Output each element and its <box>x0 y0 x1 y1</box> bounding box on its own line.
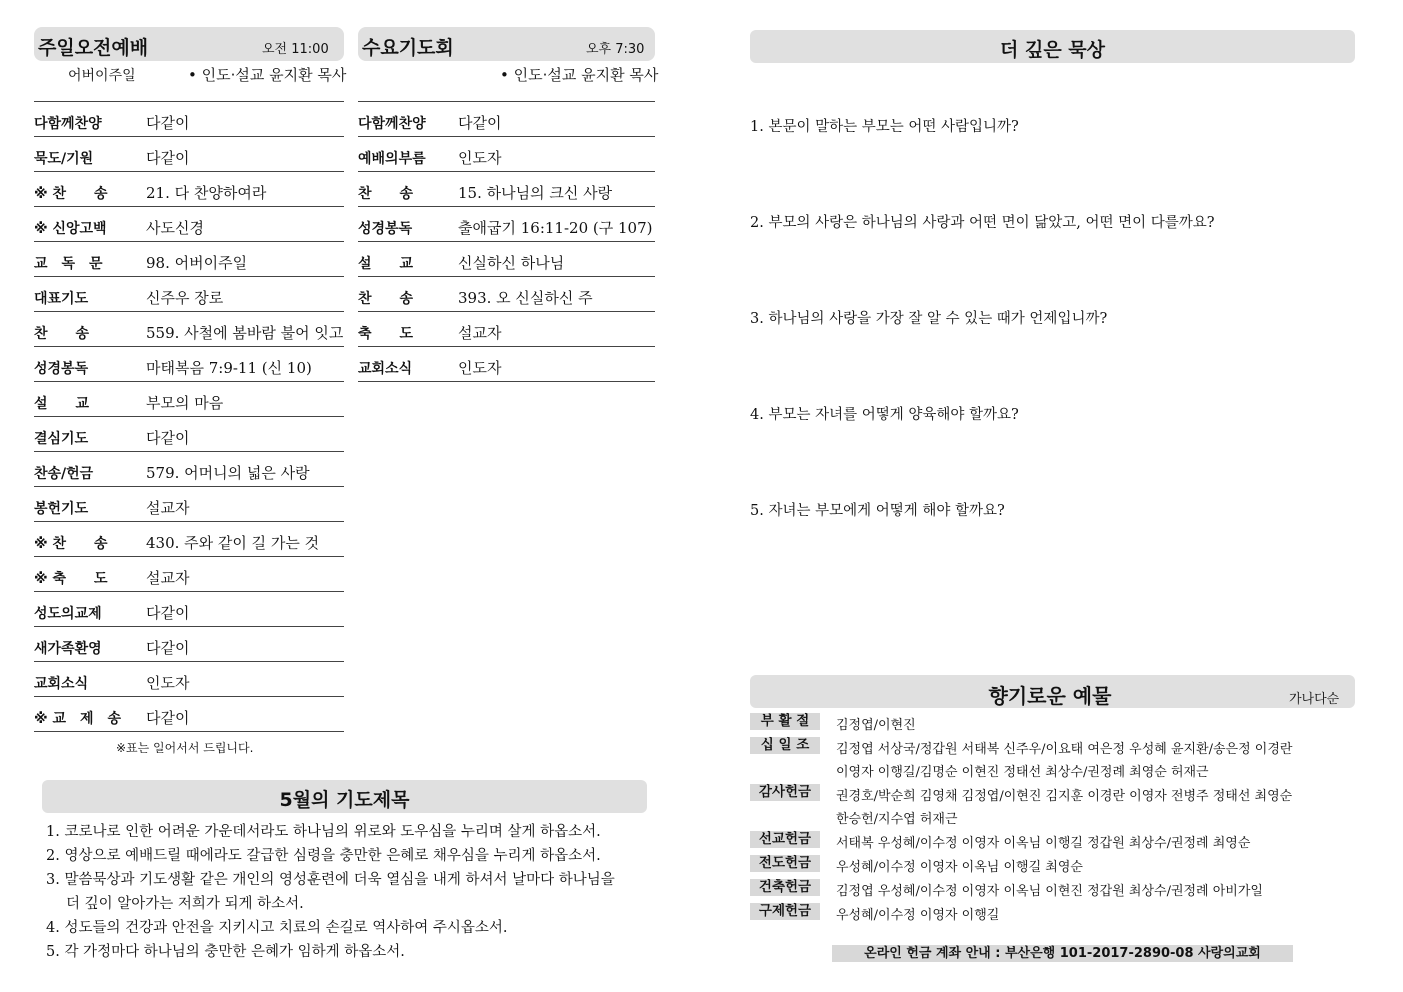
offering-names: 한승헌/지수엽 허재근 <box>836 812 958 827</box>
wednesday-preacher: • 인도·설교 윤지환 목사 <box>500 66 659 84</box>
order-value: 15. 하나님의 크신 사랑 <box>458 184 613 202</box>
order-value: 인도자 <box>458 149 502 167</box>
meditation-question: 4. 부모는 자녀를 어떻게 양육해야 할까요? <box>750 407 1019 423</box>
order-value: 다같이 <box>146 114 190 132</box>
sunday-preacher: • 인도·설교 윤지환 목사 <box>188 66 347 84</box>
offering-names: 이영자 이행길/김명순 이현진 정태선 최상수/권정례 최영순 허재근 <box>836 765 1209 780</box>
order-row <box>34 522 344 557</box>
offering-category: 선교헌금 <box>750 831 820 848</box>
order-value: 393. 오 신실하신 주 <box>458 289 593 307</box>
offering-category: 구제헌금 <box>750 903 820 920</box>
offering-names: 우성혜/이수정 이영자 이행길 <box>836 908 1000 923</box>
prayer-item: 3. 말씀묵상과 기도생활 같은 개인의 영성훈련에 더욱 열심을 내게 하셔서 날마다 하나님을 <box>46 872 615 888</box>
order-value: 다같이 <box>146 149 190 167</box>
order-value: 430. 주와 같이 길 가는 것 <box>146 534 320 552</box>
order-row <box>358 347 655 382</box>
order-value: 신실하신 하나님 <box>458 254 565 272</box>
wednesday-title: 수요기도회 <box>362 37 454 59</box>
order-label: 찬 송 <box>358 186 414 202</box>
prayer-item: 5. 각 가정마다 하나님의 충만한 은혜가 임하게 하옵소서. <box>46 944 405 960</box>
offering-category: 건축헌금 <box>750 879 820 896</box>
order-row <box>34 417 344 452</box>
order-row <box>34 382 344 417</box>
prayer-item: 1. 코로나로 인한 어려운 가운데서라도 하나님의 위로와 도우심을 누리며 살게 하옵소서. <box>46 824 601 840</box>
offering-names: 김정엽 서상국/정갑원 서태복 신주우/이요태 여은정 우성혜 윤지환/송은정 이경란 <box>836 742 1293 757</box>
order-label: 교 독 문 <box>34 256 103 272</box>
order-label: 다함께찬양 <box>34 116 102 132</box>
order-row <box>34 557 344 592</box>
prayer-item: 더 깊이 알아가는 저희가 되게 하소서. <box>66 896 304 912</box>
order-row <box>34 592 344 627</box>
offering-category: 부 활 절 <box>750 713 820 730</box>
order-value: 579. 어머니의 넓은 사랑 <box>146 464 310 482</box>
order-row <box>34 172 344 207</box>
order-value: 다같이 <box>146 429 190 447</box>
meditation-question: 3. 하나님의 사랑을 가장 잘 알 수 있는 때가 언제입니까? <box>750 311 1108 327</box>
order-row <box>358 277 655 312</box>
order-label: 대표기도 <box>34 291 89 307</box>
order-value: 다같이 <box>146 639 190 657</box>
order-value: 다같이 <box>146 604 190 622</box>
order-row <box>34 487 344 522</box>
meditation-question: 2. 부모의 사랑은 하나님의 사랑과 어떤 면이 닮았고, 어떤 면이 다를까요? <box>750 215 1215 231</box>
order-label: 다함께찬양 <box>358 116 426 132</box>
order-row <box>358 207 655 242</box>
order-row <box>34 452 344 487</box>
order-label: ※ 교 제 송 <box>34 711 122 727</box>
offering-names: 우성혜/이수정 이영자 이옥님 이행길 최영순 <box>836 860 1083 875</box>
offering-names: 김정엽 우성혜/이수정 이영자 이옥님 이현진 정갑원 최상수/권정례 아비가일 <box>836 884 1263 899</box>
order-value: 사도신경 <box>146 219 204 237</box>
offering-order-note: 가나다순 <box>1289 692 1340 707</box>
sunday-title: 주일오전예배 <box>38 37 149 59</box>
order-value: 부모의 마음 <box>146 394 224 412</box>
meditation-question: 1. 본문이 말하는 부모는 어떤 사람입니까? <box>750 119 1019 135</box>
order-row <box>34 242 344 277</box>
order-label: 설 교 <box>34 396 90 412</box>
offering-title: 향기로운 예물 <box>988 684 1112 708</box>
order-row <box>34 662 344 697</box>
order-value: 설교자 <box>458 324 502 342</box>
order-label: 성도의교제 <box>34 606 102 622</box>
meditation-question: 5. 자녀는 부모에게 어떻게 해야 할까요? <box>750 503 1005 519</box>
order-label: ※ 신앙고백 <box>34 221 107 237</box>
order-value: 설교자 <box>146 569 190 587</box>
offering-category: 전도헌금 <box>750 855 820 872</box>
order-row <box>34 277 344 312</box>
prayer-item: 2. 영상으로 예배드릴 때에라도 갈급한 심령을 충만한 은혜로 채우심을 누리게 하옵소서. <box>46 848 601 864</box>
offering-category: 십 일 조 <box>750 737 820 754</box>
prayer-title: 5월의 기도제목 <box>279 789 410 811</box>
order-label: 성경봉독 <box>34 361 89 377</box>
offering-names: 김정엽/이현진 <box>836 718 916 733</box>
sunday-note: ※표는 일어서서 드립니다. <box>116 741 254 755</box>
order-row <box>358 242 655 277</box>
order-label: 예배의부름 <box>358 151 426 167</box>
order-value: 인도자 <box>146 674 190 692</box>
order-row <box>34 312 344 347</box>
order-row <box>34 347 344 382</box>
order-value: 마태복음 7:9-11 (신 10) <box>146 359 312 377</box>
order-value: 559. 사철에 봄바람 불어 잇고 <box>146 324 344 342</box>
order-value: 신주우 장로 <box>146 289 224 307</box>
offering-names: 서태복 우성혜/이수정 이영자 이옥님 이행길 정갑원 최상수/권정례 최영순 <box>836 836 1251 851</box>
wednesday-time: 오후 7:30 <box>586 42 645 57</box>
order-label: 성경봉독 <box>358 221 413 237</box>
order-label: ※ 찬 송 <box>34 186 108 202</box>
account-info: 온라인 헌금 계좌 안내 : 부산은행 101-2017-2890-08 사랑의교회 <box>864 946 1261 961</box>
order-value: 인도자 <box>458 359 502 377</box>
order-row <box>358 172 655 207</box>
order-label: 찬송/헌금 <box>34 466 94 482</box>
meditation-title: 더 깊은 묵상 <box>1000 39 1105 61</box>
order-row <box>358 137 655 172</box>
order-label: 교회소식 <box>34 676 89 692</box>
order-label: ※ 찬 송 <box>34 536 108 552</box>
order-label: 찬 송 <box>358 291 414 307</box>
sunday-time: 오전 11:00 <box>262 42 329 57</box>
order-row <box>34 697 344 732</box>
order-label: 새가족환영 <box>34 641 102 657</box>
order-row <box>358 102 655 137</box>
order-label: 봉헌기도 <box>34 501 89 517</box>
order-label: 설 교 <box>358 256 414 272</box>
order-value: 설교자 <box>146 499 190 517</box>
order-row <box>358 312 655 347</box>
order-row <box>34 207 344 242</box>
order-value: 21. 다 찬양하여라 <box>146 184 267 202</box>
order-value: 다같이 <box>146 709 190 727</box>
order-label: 축 도 <box>358 326 414 342</box>
order-label: 묵도/기원 <box>34 151 94 167</box>
order-label: 교회소식 <box>358 361 413 377</box>
order-value: 출애굽기 16:11-20 (구 107) <box>458 219 653 237</box>
order-row <box>34 627 344 662</box>
order-row <box>34 137 344 172</box>
order-value: 다같이 <box>458 114 502 132</box>
order-label: ※ 축 도 <box>34 571 108 587</box>
sunday-occasion: 어버이주일 <box>68 68 136 84</box>
order-value: 98. 어버이주일 <box>146 254 248 272</box>
offering-category: 감사헌금 <box>750 784 820 801</box>
order-row <box>34 102 344 137</box>
prayer-item: 4. 성도들의 건강과 안전을 지키시고 치료의 손길로 역사하여 주시옵소서. <box>46 920 508 936</box>
offering-names: 권경호/박순희 김영채 김정엽/이현진 김지훈 이경란 이영자 전병주 정태선 최영순 <box>836 789 1293 804</box>
order-label: 결심기도 <box>34 431 89 447</box>
order-label: 찬 송 <box>34 326 90 342</box>
